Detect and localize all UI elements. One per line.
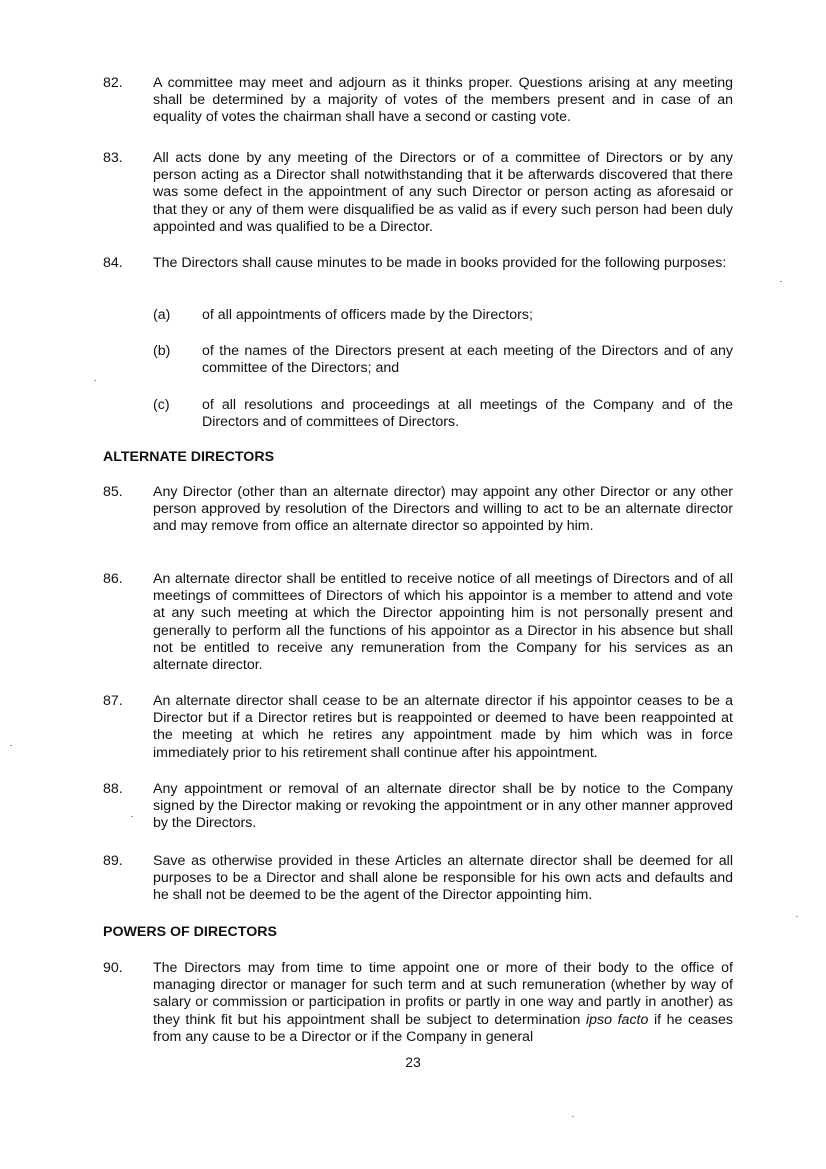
subclause-text: of all resolutions and proceedings at all meetings of the Company and of the Directors and of committees of Directors. xyxy=(202,397,733,431)
subclause-84b xyxy=(153,343,733,377)
page-number: 23 xyxy=(405,1054,421,1070)
clause-text: All acts done by any meeting of the Directors or of a committee of Directors or by any person acting as a Director shall notwithstanding that it be afterwards discovered that there was some defect in the appointment of any such Director or person acting as aforesaid or that they or any of them were disqualified be as valid as if every such person had been duly appointed and was qualified to be a Director. xyxy=(153,150,733,235)
scan-speck xyxy=(131,816,133,817)
subclause-84a xyxy=(153,307,733,324)
clause-text-italic: ipso facto xyxy=(586,1011,649,1028)
clause-number: 85. xyxy=(103,484,123,500)
heading-powers-of-directors: POWERS OF DIRECTORS xyxy=(103,924,277,940)
clause-text xyxy=(153,960,733,1046)
clause-number: 84. xyxy=(103,255,123,271)
clause-text: Any Director (other than an alternate director) may appoint any other Director or any other person approved by resolution of the Directors and willing to act to be an alternate director and may remove from office an alternate director so appointed by him. xyxy=(153,484,733,535)
scan-speck xyxy=(780,281,782,282)
clause-86 xyxy=(103,571,733,674)
clause-number: 82. xyxy=(103,75,123,91)
clause-83 xyxy=(103,150,733,236)
clause-number: 83. xyxy=(103,150,123,166)
subclause-text: of the names of the Directors present at each meeting of the Directors and of any committee of the Directors; and xyxy=(202,343,733,377)
subclause-label: (c) xyxy=(153,397,170,413)
clause-number: 90. xyxy=(103,960,123,976)
clause-text: Save as otherwise provided in these Articles an alternate director shall be deemed for all purposes to be a Director and shall alone be responsible for his own acts and defaults and he shall not be deemed to be the agent of the Director appointing him. xyxy=(153,853,733,904)
clause-85 xyxy=(103,484,733,536)
clause-84 xyxy=(103,255,733,272)
scan-speck xyxy=(572,1116,574,1117)
subclause-text: of all appointments of officers made by the Directors; xyxy=(202,307,533,323)
clause-87 xyxy=(103,693,733,762)
clause-90 xyxy=(103,960,733,1046)
subclause-label: (b) xyxy=(153,343,171,359)
clause-text-before: The Directors may from time to time appoint one or more of their body to the office of managing director or manager for such term and at such remuneration (whether by way of salary or commission or participation in profits or partly in one way and partly in another) as they think fit but his appointment shall be subject to determination xyxy=(153,960,733,1028)
clause-88 xyxy=(103,781,733,833)
clause-text-after: if he ceases from any cause to be a Director or if the Company in general xyxy=(153,1011,733,1045)
clause-text: An alternate director shall be entitled to receive notice of all meetings of Directors and of all meetings of committees of Directors of which his appointor is a member to attend and vote at any such meeting at which the Director appointing him is not personally present and generally to perform all the functions of his appointor as a Director in his absence but shall not be entitled to receive any remuneration from the Company for his services as an alternate director. xyxy=(153,571,733,674)
clause-text: The Directors shall cause minutes to be made in books provided for the following purposes: xyxy=(153,255,727,271)
scan-speck xyxy=(94,380,96,381)
scan-speck xyxy=(796,916,798,917)
clause-text: Any appointment or removal of an alternate director shall be by notice to the Company signed by the Director making or revoking the appointment or in any other manner approved by the Directors. xyxy=(153,781,733,832)
scan-speck xyxy=(10,745,12,746)
subclause-label: (a) xyxy=(153,307,171,323)
clause-number: 86. xyxy=(103,571,123,587)
clause-number: 87. xyxy=(103,693,123,709)
clause-number: 89. xyxy=(103,853,123,869)
subclause-84c xyxy=(153,397,733,431)
heading-alternate-directors: ALTERNATE DIRECTORS xyxy=(103,449,275,465)
clause-text: An alternate director shall cease to be an alternate director if his appointor ceases to be a Director but if a Director retires but is reappointed or deemed to have been reappointed at the meeting at which he retires any appointment made by him which was in force immediately prior to his retirement shall continue after his appointment. xyxy=(153,693,733,761)
clause-number: 88. xyxy=(103,781,123,797)
clause-89 xyxy=(103,853,733,905)
clause-text: A committee may meet and adjourn as it thinks proper. Questions arising at any meeting shall be determined by a majority of votes of the members present and in case of an equality of votes the chairman shall have a second or casting vote. xyxy=(153,75,733,126)
clause-82 xyxy=(103,75,733,127)
